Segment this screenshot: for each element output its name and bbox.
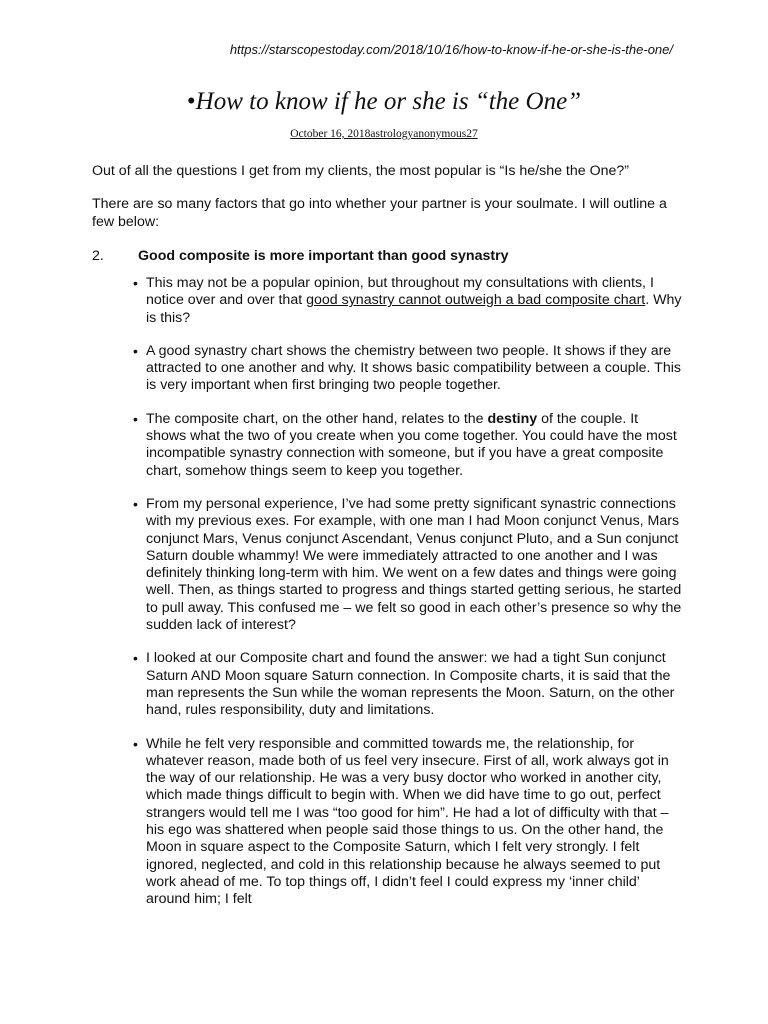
list-item-text: I looked at our Composite chart and found the answer: we had a tight Sun conjunct Saturn AND Moon square Saturn connection. In Composite charts, it is said that the man represents the Sun while the woman represents the Moon. Saturn, on the other hand, rules responsibility, duty and limitations. bbox=[146, 650, 675, 719]
list-item-text: The composite chart, on the other hand, relates to the bbox=[146, 410, 488, 427]
bullet-icon: • bbox=[133, 275, 138, 291]
article-meta[interactable] bbox=[0, 128, 768, 140]
title-bullet: • bbox=[186, 88, 196, 115]
article-title bbox=[0, 88, 768, 116]
title-text: How to know if he or she is “the One” bbox=[195, 88, 582, 115]
bullet-icon: • bbox=[133, 735, 138, 752]
list-item-text: A good synastry chart shows the chemistry between two people. It shows if they are attracted to one another and why. It shows basic compatibility between a couple. This is very important when first bringing two people together. bbox=[146, 342, 681, 394]
list-item-text: This may not be a popular opinion, but throughout my consultations with clients, I notice over and over that bbox=[146, 275, 654, 309]
list-item bbox=[132, 275, 682, 327]
section-number: 2. bbox=[92, 248, 104, 264]
list-item bbox=[132, 736, 682, 909]
list-item-text: From my personal experience, I’ve had some pretty significant synastric connections with my previous exes. For example, with one man I had Moon conjunct Venus, Mars conjunct Mars, Venus conjunct Ascendant, Venus conjunct Pluto, and a Sun conjunct Saturn double whammy! We were immediately attracted to one another and I was definitely thinking long-term with him. We went on a few dates and things were going well. Then, as things started to progress and things started getting serious, he started to pull away. This confused me – we felt so good in each other’s presence so why the sudden lack of interest? bbox=[146, 495, 682, 634]
list-item bbox=[132, 496, 682, 634]
date-author-link[interactable]: October 16, 2018astrologyanonymous27 bbox=[290, 128, 478, 140]
list-item-text: While he felt very responsible and committed towards me, the relationship, for whatever reason, made both of us feel very insecure. First of all, work always got in the way of our relationship. He was a very busy doctor who worked in another city, which made things difficult to begin with. When we did have time to go out, perfect strangers would tell me I was “too good for him”. He had a lot of difficulty with that – his ego was shattered when people said those things to us. On the other hand, the Moon in square aspect to the Composite Saturn, which I felt very strongly. I felt ignored, neglected, and cold in this relationship because he always seemed to put work ahead of me. To top things off, I didn’t feel I could express my ‘inner child’ around him; I felt bbox=[146, 735, 669, 908]
source-url[interactable]: https://starscopestoday.com/2018/10/16/how-to-know-if-he-or-she-is-the-one/ bbox=[229, 42, 673, 57]
bullet-icon: • bbox=[133, 410, 138, 427]
bullet-icon: • bbox=[133, 650, 138, 667]
list-item bbox=[132, 411, 682, 480]
list-item bbox=[132, 343, 682, 395]
list-item bbox=[132, 650, 682, 719]
intro-paragraph: Out of all the questions I get from my clients, the most popular is “Is he/she the One?” bbox=[92, 163, 630, 179]
intro-paragraph-2: There are so many factors that go into whether your partner is your soulmate. I will outline a few below: bbox=[92, 196, 667, 230]
list-item-text-end: of the couple. It shows what the two of you create when you come together. You could have the most incompatible synastry connection with someone, but if you have a great composite chart, somehow things seem to keep you together. bbox=[146, 410, 677, 479]
bold-phrase: destiny bbox=[487, 410, 538, 427]
bullet-icon: • bbox=[133, 495, 138, 512]
underlined-phrase: good synastry cannot outweigh a bad composite chart bbox=[306, 292, 646, 309]
section-heading-text: Good composite is more important than good synastry bbox=[138, 248, 509, 264]
list-item-text-end: . Why is this? bbox=[146, 292, 682, 326]
bullet-list bbox=[132, 275, 682, 925]
bullet-icon: • bbox=[133, 342, 138, 359]
section-heading bbox=[92, 248, 692, 266]
